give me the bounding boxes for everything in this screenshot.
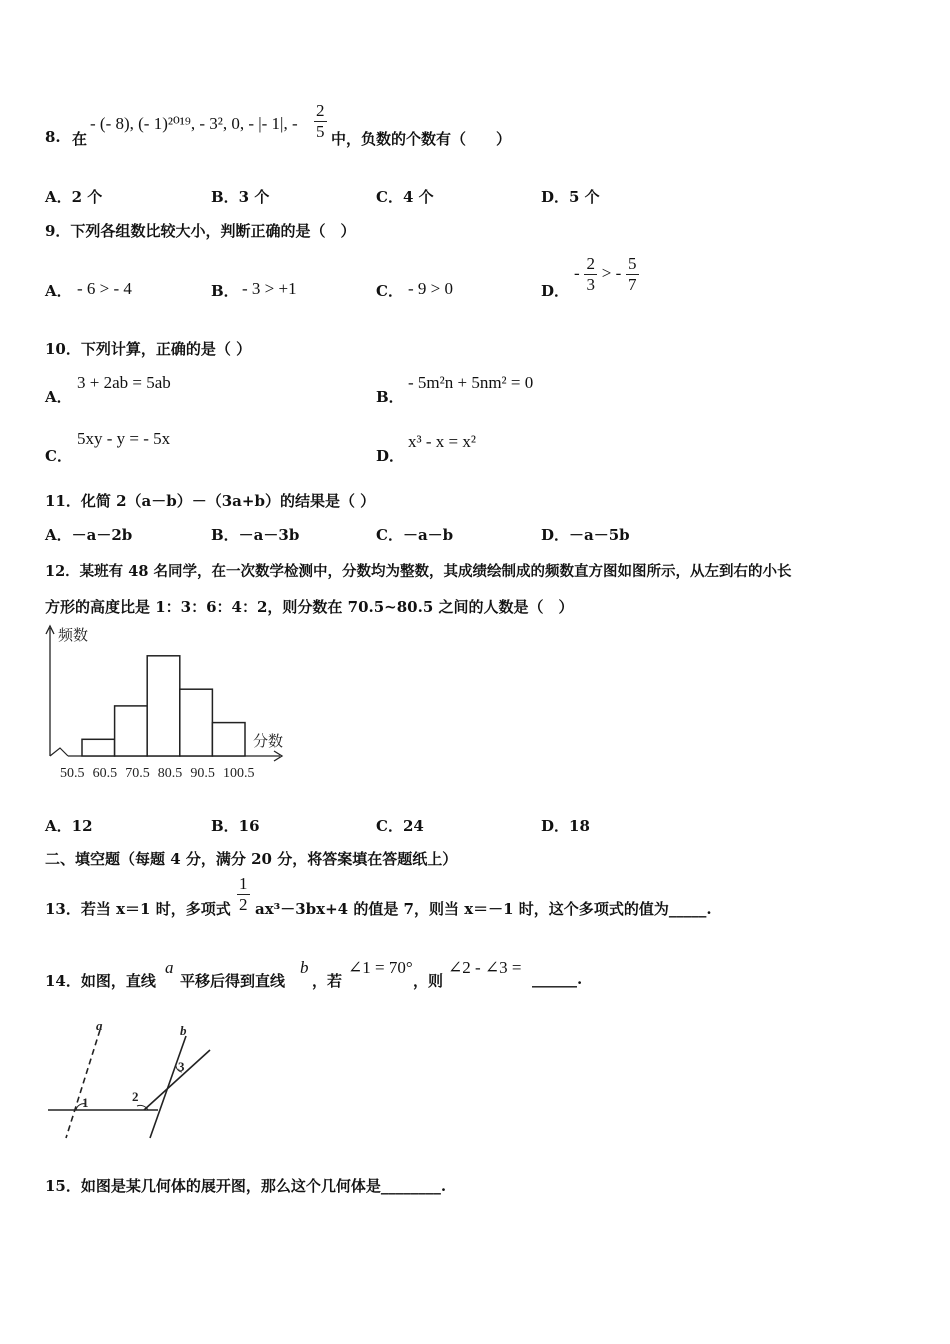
x-tick-label: 80.5 <box>157 766 183 781</box>
histogram-chart <box>40 620 300 790</box>
histogram-bar-80.5-90.5 <box>180 689 213 756</box>
fig-label-b: b <box>180 1023 187 1038</box>
q8-pre: 在 <box>72 130 88 148</box>
q8-post: 中，负数的个数有（ ） <box>331 130 512 148</box>
q14-mid3: ，则 <box>413 972 444 990</box>
q10-option-a-expr: 3 + 2ab = 5ab <box>77 373 171 392</box>
q9-d-num1: 2 <box>586 254 595 273</box>
q9-option-a-label: A． <box>45 282 72 300</box>
line-a-dashed <box>66 1030 100 1138</box>
q11-stem: 11．化简 2（a－b）－（3a+b）的结果是（ ） <box>45 492 376 510</box>
q12-option-a: A．12 <box>45 817 93 835</box>
q14-mid2: ，若 <box>312 972 343 990</box>
q12-option-b: B．16 <box>211 817 260 835</box>
x-axis-label: 分数 <box>253 734 284 750</box>
q12-stem-line1: 12．某班有 48 名同学，在一次数学检测中，分数均为整数，其成绩绘制成的频数直方图如图所示，从左到右的小长 <box>45 563 792 580</box>
q13-post: ax³－3bx+4 的值是 7，则当 x＝－1 时，这个多项式的值为_____. <box>255 900 712 918</box>
x-tick-label: 50.5 <box>60 766 85 781</box>
q13-pre: 13．若当 x＝1 时，多项式 <box>45 900 231 918</box>
q8-frac-num: 2 <box>316 101 325 120</box>
q12-option-c: C．24 <box>376 817 424 835</box>
slanted-segment <box>144 1050 210 1110</box>
q10-option-a-label: A． <box>45 388 72 406</box>
q9-d-den2: 7 <box>628 275 637 294</box>
q8-option-b: B．3 个 <box>211 188 270 206</box>
q10-option-b-expr: - 5m²n + 5nm² = 0 <box>408 373 534 392</box>
q8-fraction <box>314 101 327 142</box>
histogram-bar-50.5-60.5 <box>82 739 115 756</box>
q9-option-b-label: B． <box>211 282 239 300</box>
q12-option-d: D．18 <box>541 817 590 835</box>
section2-title: 二、填空题（每题 4 分，满分 20 分，将答案填在答题纸上） <box>45 850 458 868</box>
q11-option-b: B．－a－3b <box>211 526 300 544</box>
q8-option-a: A．2 个 <box>45 188 103 206</box>
q10-option-d-expr: x³ - x = x² <box>408 432 476 451</box>
fig-label-1: 1 <box>82 1095 89 1110</box>
q8-option-d: D．5 个 <box>541 188 600 206</box>
q9-d-den1: 3 <box>586 275 595 294</box>
y-axis-label: 频数 <box>58 628 89 644</box>
q14-line-a: a <box>165 958 174 977</box>
q14-line-b: b <box>300 958 309 977</box>
q9-option-c-label: C． <box>376 282 403 300</box>
q9-d-mid: > - <box>601 263 622 283</box>
q14-ask: ∠2 - ∠3 = <box>448 958 522 977</box>
q10-option-b-label: B． <box>376 388 404 406</box>
q8-expression: - (- 8), (- 1)²⁰¹⁹, - 3², 0, - |- 1|, - <box>90 114 298 133</box>
q9-option-d-expr <box>574 254 639 295</box>
q13-fraction <box>237 874 250 915</box>
q9-stem: 9．下列各组数比较大小，判断正确的是（ ） <box>45 222 356 240</box>
q8-number: 8. <box>45 128 61 146</box>
q11-option-c: C．－a－b <box>376 526 454 544</box>
q10-option-c-label: C． <box>45 447 72 465</box>
histogram-bar-90.5-100.5 <box>212 723 245 756</box>
q8-frac-den: 5 <box>316 122 325 141</box>
q9-option-d-label: D． <box>541 282 570 300</box>
q9-d-num2: 5 <box>628 254 637 273</box>
q12-stem-line2: 方形的高度比是 1：3：6：4：2，则分数在 70.5~80.5 之间的人数是（ ） <box>45 598 574 616</box>
fig-label-a: a <box>96 1018 103 1033</box>
q10-stem: 10．下列计算，正确的是（ ） <box>45 340 252 358</box>
q14-mid1: 平移后得到直线 <box>180 972 286 990</box>
q14-blank: ______. <box>532 970 583 988</box>
q9-option-a-expr: - 6 > - 4 <box>77 279 132 298</box>
q9-option-b-expr: - 3 > +1 <box>242 279 297 298</box>
q9-option-c-expr: - 9 > 0 <box>408 279 453 298</box>
q11-option-d: D．－a－5b <box>541 526 630 544</box>
fig-label-3: 3 <box>178 1059 185 1074</box>
q11-option-a: A．－a－2b <box>45 526 133 544</box>
q10-option-d-label: D． <box>376 447 405 465</box>
fig-label-2: 2 <box>132 1089 139 1104</box>
q14-figure <box>40 1018 230 1142</box>
line-b <box>150 1036 186 1138</box>
histogram-bar-70.5-80.5 <box>147 656 180 756</box>
q9-d-sign: - <box>574 263 580 283</box>
q15-stem: 15．如图是某几何体的展开图，那么这个几何体是________. <box>45 1177 447 1195</box>
x-tick-label: 100.5 <box>223 766 255 781</box>
q10-option-c-expr: 5xy - y = - 5x <box>77 429 171 448</box>
q14-condition: ∠1 = 70° <box>348 958 413 977</box>
q13-frac-den: 2 <box>239 895 248 914</box>
q13-frac-num: 1 <box>239 874 248 893</box>
q8-option-c: C．4 个 <box>376 188 434 206</box>
axis-break-mark <box>50 748 68 756</box>
x-tick-label: 90.5 <box>190 766 215 781</box>
histogram-bar-60.5-70.5 <box>115 706 148 756</box>
x-tick-label: 70.5 <box>125 766 150 781</box>
q14-pre: 14．如图，直线 <box>45 972 156 990</box>
x-tick-label: 60.5 <box>92 766 118 781</box>
